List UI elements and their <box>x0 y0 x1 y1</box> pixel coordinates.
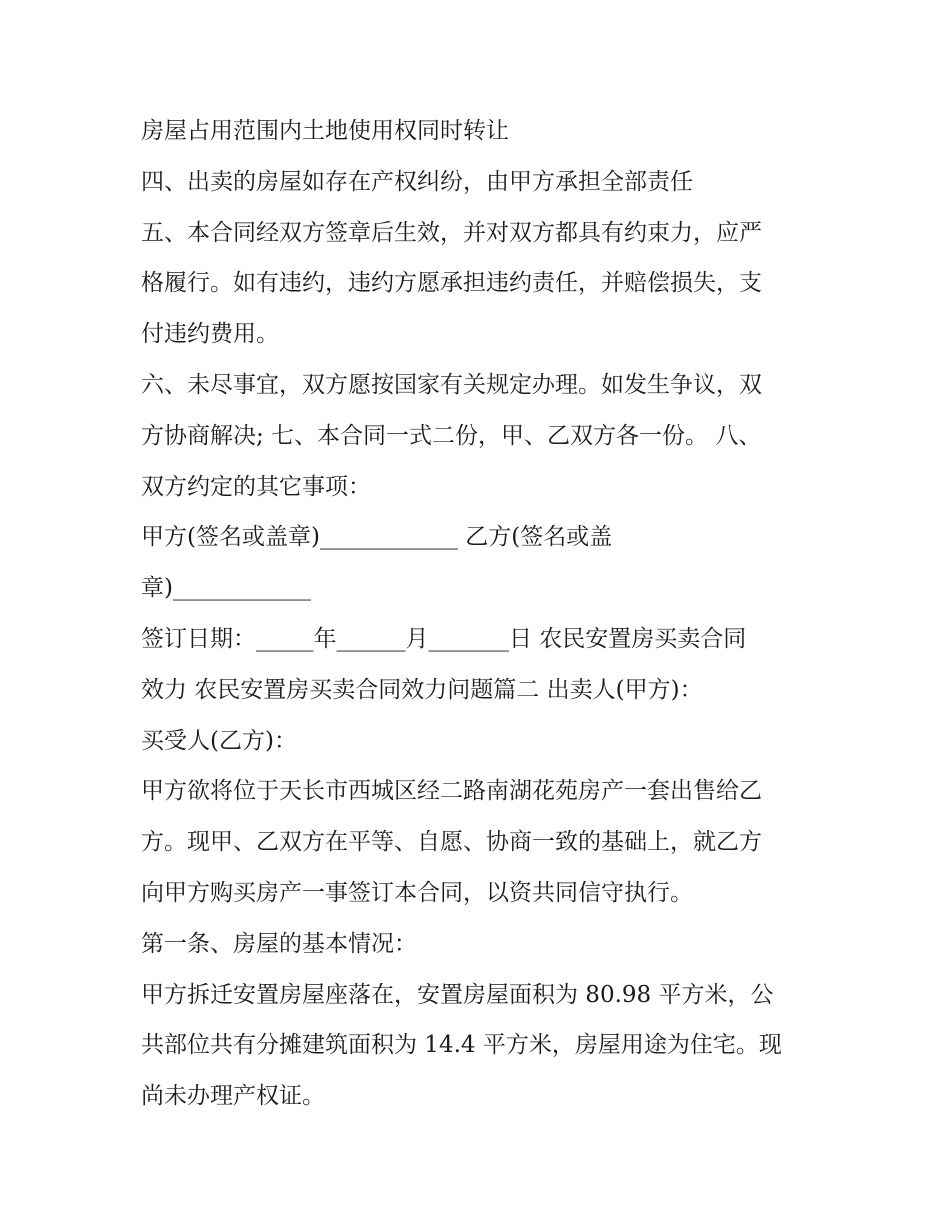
text-line: 格履行。如有违约，违约方愿承担违约责任，并赔偿损失，支 <box>141 270 762 297</box>
signature-line: 甲方(签名或盖章)____________ 乙方(签名或盖 <box>141 524 613 551</box>
text-line: 五、本合同经双方签章后生效，并对双方都具有约束力，应严 <box>141 219 762 246</box>
text-line: 方协商解决; 七、本合同一式二份，甲、乙双方各一份。 八、 <box>141 422 762 449</box>
signature-line: 章)____________ <box>141 575 311 602</box>
text-line: 效力 农民安置房买卖合同效力问题篇二 出卖人(甲方)： <box>141 676 703 703</box>
section-heading: 第一条、房屋的基本情况： <box>141 930 417 957</box>
text-line: 甲方拆迁安置房屋座落在，安置房屋面积为 80.98 平方米，公 <box>141 981 774 1008</box>
text-line: 双方约定的其它事项： <box>141 473 371 500</box>
text-line: 买受人(乙方)： <box>141 727 297 754</box>
text-line: 六、未尽事宜，双方愿按国家有关规定办理。如发生争议，双 <box>141 371 762 398</box>
signing-date-line: 签订日期：_____年______月_______日 农民安置房买卖合同 <box>141 625 747 652</box>
text-line: 甲方欲将位于天长市西城区经二路南湖花苑房产一套出售给乙 <box>141 778 762 805</box>
text-line: 尚未办理产权证。 <box>141 1083 325 1110</box>
text-line: 房屋占用范围内土地使用权同时转让 <box>141 118 509 144</box>
text-line: 四、出卖的房屋如存在产权纠纷，由甲方承担全部责任 <box>141 168 693 195</box>
contract-text <box>141 106 821 1122</box>
text-line: 方。现甲、乙双方在平等、自愿、协商一致的基础上，就乙方 <box>141 829 762 856</box>
text-line: 付违约费用。 <box>141 321 279 348</box>
text-line: 共部位共有分摊建筑面积为 14.4 平方米，房屋用途为住宅。现 <box>141 1032 782 1059</box>
text-line: 向甲方购买房产一事签订本合同，以资共同信守执行。 <box>141 879 693 906</box>
